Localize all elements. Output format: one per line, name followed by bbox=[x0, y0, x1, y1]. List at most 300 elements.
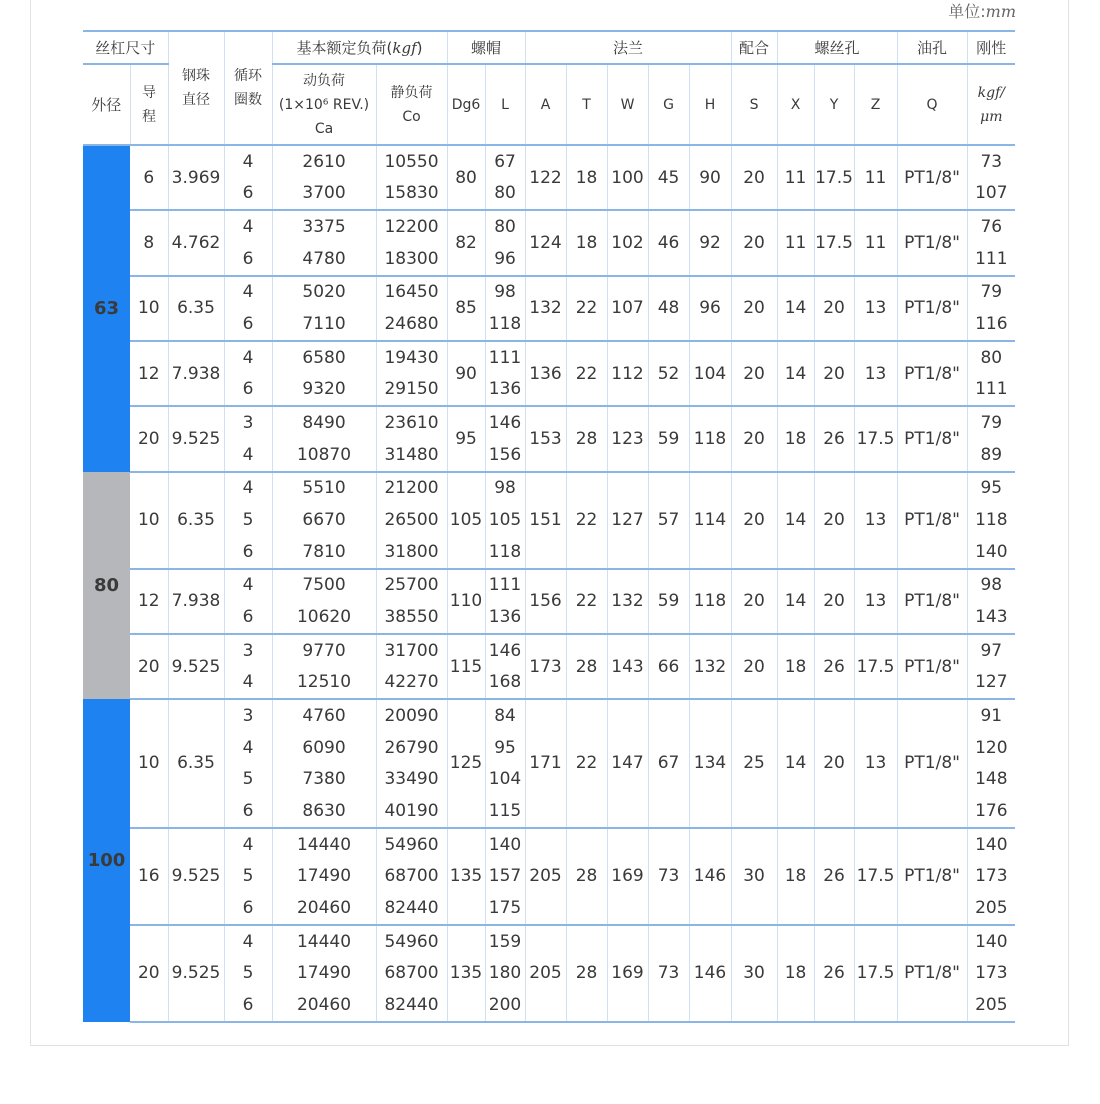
header-outer-diameter: 外径 bbox=[83, 64, 130, 145]
static-load-cell: 10550 bbox=[376, 145, 447, 178]
dynamic-load-cell: 4760 bbox=[272, 699, 376, 732]
lead-cell: 10 bbox=[130, 472, 168, 569]
nut-length-cell: 80 bbox=[485, 210, 525, 243]
y-cell: 20 bbox=[814, 276, 854, 341]
y-cell: 20 bbox=[814, 569, 854, 634]
static-load-cell: 54960 bbox=[376, 925, 447, 958]
a-cell: 156 bbox=[525, 569, 566, 634]
nut-length-cell: 180 bbox=[485, 957, 525, 989]
header-h: H bbox=[689, 64, 731, 145]
static-load-cell: 23610 bbox=[376, 406, 447, 439]
g-cell: 73 bbox=[648, 828, 689, 925]
static-load-cell: 12200 bbox=[376, 210, 447, 243]
header-rigidity-unit: kgf/ μm bbox=[967, 64, 1015, 145]
circuits-cell: 6 bbox=[224, 795, 272, 828]
a-cell: 205 bbox=[525, 828, 566, 925]
circuits-cell: 4 bbox=[224, 341, 272, 374]
table-row bbox=[83, 699, 1015, 732]
a-cell: 122 bbox=[525, 145, 566, 210]
dg6-cell: 85 bbox=[447, 276, 485, 341]
w-cell: 143 bbox=[607, 634, 648, 699]
q-cell: PT1/8" bbox=[897, 699, 967, 828]
h-cell: 90 bbox=[689, 145, 731, 210]
circuits-cell: 5 bbox=[224, 763, 272, 795]
h-cell: 118 bbox=[689, 406, 731, 471]
z-cell: 11 bbox=[854, 145, 897, 210]
h-cell: 134 bbox=[689, 699, 731, 828]
header-row-1 bbox=[83, 31, 1015, 64]
dynamic-load-cell: 9320 bbox=[272, 374, 376, 407]
g-cell: 46 bbox=[648, 210, 689, 275]
nut-length-cell: 67 bbox=[485, 145, 525, 178]
static-load-cell: 26790 bbox=[376, 732, 447, 764]
header-w: W bbox=[607, 64, 648, 145]
a-cell: 153 bbox=[525, 406, 566, 471]
lead-cell: 10 bbox=[130, 699, 168, 828]
nut-length-cell: 111 bbox=[485, 341, 525, 374]
rigidity-cell: 79 bbox=[980, 413, 1003, 434]
dg6-cell: 135 bbox=[447, 925, 485, 1022]
h-cell: 118 bbox=[689, 569, 731, 634]
static-load-cell: 54960 bbox=[376, 828, 447, 861]
circuits-cell: 4 bbox=[224, 472, 272, 505]
nut-length-cell: 200 bbox=[485, 989, 525, 1022]
static-load-cell: 18300 bbox=[376, 243, 447, 276]
nut-length-cell: 105 bbox=[485, 504, 525, 536]
dynamic-load-cell: 14440 bbox=[272, 828, 376, 861]
dg6-cell: 125 bbox=[447, 699, 485, 828]
circuits-cell: 4 bbox=[224, 145, 272, 178]
static-load-cell: 31480 bbox=[376, 439, 447, 472]
z-cell: 17.5 bbox=[854, 925, 897, 1022]
nut-length-cell: 168 bbox=[485, 667, 525, 700]
x-cell: 18 bbox=[777, 828, 814, 925]
rigidity-cell: 76 bbox=[980, 217, 1003, 238]
h-cell: 132 bbox=[689, 634, 731, 699]
dynamic-load-cell: 10620 bbox=[272, 601, 376, 634]
g-cell: 57 bbox=[648, 472, 689, 569]
circuits-cell: 4 bbox=[224, 925, 272, 958]
w-cell: 107 bbox=[607, 276, 648, 341]
circuits-cell: 3 bbox=[224, 634, 272, 667]
ball-diameter-cell: 9.525 bbox=[168, 406, 224, 471]
x-cell: 14 bbox=[777, 699, 814, 828]
g-cell: 67 bbox=[648, 699, 689, 828]
rigidity-cell: 118 bbox=[975, 510, 1008, 531]
h-cell: 104 bbox=[689, 341, 731, 406]
dynamic-load-cell: 14440 bbox=[272, 925, 376, 958]
y-cell: 26 bbox=[814, 828, 854, 925]
circuits-cell: 4 bbox=[224, 276, 272, 309]
header-ball-diameter: 钢珠 直径 bbox=[168, 31, 224, 145]
header-bolt-hole: 螺丝孔 bbox=[777, 31, 897, 64]
table-row bbox=[83, 341, 1015, 374]
y-cell: 20 bbox=[814, 341, 854, 406]
t-cell: 18 bbox=[566, 210, 607, 275]
circuits-cell: 5 bbox=[224, 957, 272, 989]
dynamic-load-cell: 10870 bbox=[272, 439, 376, 472]
g-cell: 48 bbox=[648, 276, 689, 341]
ball-diameter-cell: 6.35 bbox=[168, 276, 224, 341]
dynamic-load-cell: 3375 bbox=[272, 210, 376, 243]
header-z: Z bbox=[854, 64, 897, 145]
dg6-cell: 115 bbox=[447, 634, 485, 699]
lead-cell: 10 bbox=[130, 276, 168, 341]
g-cell: 73 bbox=[648, 925, 689, 1022]
y-cell: 20 bbox=[814, 699, 854, 828]
ball-diameter-cell: 7.938 bbox=[168, 569, 224, 634]
nut-length-cell: 98 bbox=[485, 276, 525, 309]
dynamic-load-cell: 7110 bbox=[272, 308, 376, 341]
static-load-cell: 15830 bbox=[376, 178, 447, 211]
header-screw-size: 丝杠尺寸 bbox=[83, 31, 168, 64]
w-cell: 147 bbox=[607, 699, 648, 828]
rigidity-cell: 140 bbox=[975, 931, 1008, 952]
dg6-cell: 80 bbox=[447, 145, 485, 210]
ball-diameter-cell: 3.969 bbox=[168, 145, 224, 210]
t-cell: 22 bbox=[566, 341, 607, 406]
q-cell: PT1/8" bbox=[897, 569, 967, 634]
table-row bbox=[83, 276, 1015, 309]
circuits-cell: 3 bbox=[224, 699, 272, 732]
circuits-cell: 6 bbox=[224, 601, 272, 634]
g-cell: 45 bbox=[648, 145, 689, 210]
ball-diameter-cell: 9.525 bbox=[168, 925, 224, 1022]
h-cell: 92 bbox=[689, 210, 731, 275]
rigidity-cell: 205 bbox=[967, 892, 1015, 925]
header-x: X bbox=[777, 64, 814, 145]
w-cell: 112 bbox=[607, 341, 648, 406]
q-cell: PT1/8" bbox=[897, 406, 967, 471]
ball-diameter-cell: 6.35 bbox=[168, 472, 224, 569]
g-cell: 59 bbox=[648, 569, 689, 634]
header-circuits: 循环 圈数 bbox=[224, 31, 272, 145]
rigidity-cell: 79 bbox=[980, 282, 1003, 303]
t-cell: 28 bbox=[566, 828, 607, 925]
circuits-cell: 4 bbox=[224, 439, 272, 472]
s-cell: 30 bbox=[731, 828, 777, 925]
y-cell: 20 bbox=[814, 472, 854, 569]
x-cell: 18 bbox=[777, 634, 814, 699]
dg6-cell: 95 bbox=[447, 406, 485, 471]
dynamic-load-cell: 20460 bbox=[272, 989, 376, 1022]
rigidity-cell: 148 bbox=[975, 769, 1008, 790]
rigidity-cell: 127 bbox=[967, 667, 1015, 700]
rigidity-cell: 80 bbox=[980, 347, 1003, 368]
static-load-cell: 24680 bbox=[376, 308, 447, 341]
a-cell: 171 bbox=[525, 699, 566, 828]
dynamic-load-cell: 6090 bbox=[272, 732, 376, 764]
rigidity-cell: 140 bbox=[975, 834, 1008, 855]
lead-cell: 20 bbox=[130, 925, 168, 1022]
nut-length-cell: 96 bbox=[485, 243, 525, 276]
s-cell: 20 bbox=[731, 406, 777, 471]
header-q: Q bbox=[897, 64, 967, 145]
a-cell: 173 bbox=[525, 634, 566, 699]
dynamic-load-cell: 8630 bbox=[272, 795, 376, 828]
nut-length-cell: 111 bbox=[485, 569, 525, 602]
y-cell: 26 bbox=[814, 925, 854, 1022]
rigidity-cell: 111 bbox=[967, 243, 1015, 276]
w-cell: 127 bbox=[607, 472, 648, 569]
x-cell: 14 bbox=[777, 276, 814, 341]
static-load-cell: 68700 bbox=[376, 860, 447, 892]
h-cell: 146 bbox=[689, 828, 731, 925]
rigidity-cell: 98 bbox=[980, 575, 1003, 596]
ball-diameter-cell: 7.938 bbox=[168, 341, 224, 406]
ball-diameter-cell: 4.762 bbox=[168, 210, 224, 275]
static-load-cell: 26500 bbox=[376, 504, 447, 536]
static-load-cell: 25700 bbox=[376, 569, 447, 602]
header-l: L bbox=[485, 64, 525, 145]
nut-length-cell: 95 bbox=[485, 732, 525, 764]
dynamic-load-cell: 9770 bbox=[272, 634, 376, 667]
g-cell: 59 bbox=[648, 406, 689, 471]
dg6-cell: 90 bbox=[447, 341, 485, 406]
header-t: T bbox=[566, 64, 607, 145]
s-cell: 20 bbox=[731, 145, 777, 210]
static-load-cell: 68700 bbox=[376, 957, 447, 989]
outer-diameter-cell: 80 bbox=[83, 472, 130, 700]
dynamic-load-cell: 7500 bbox=[272, 569, 376, 602]
x-cell: 18 bbox=[777, 925, 814, 1022]
dynamic-load-cell: 20460 bbox=[272, 892, 376, 925]
lead-cell: 20 bbox=[130, 406, 168, 471]
q-cell: PT1/8" bbox=[897, 925, 967, 1022]
w-cell: 102 bbox=[607, 210, 648, 275]
header-rated-load: 基本额定负荷(kgf) bbox=[272, 31, 447, 64]
circuits-cell: 3 bbox=[224, 406, 272, 439]
nut-length-cell: 136 bbox=[485, 374, 525, 407]
circuits-cell: 6 bbox=[224, 892, 272, 925]
nut-length-cell: 146 bbox=[485, 406, 525, 439]
dynamic-load-cell: 2610 bbox=[272, 145, 376, 178]
a-cell: 124 bbox=[525, 210, 566, 275]
dg6-cell: 105 bbox=[447, 472, 485, 569]
q-cell: PT1/8" bbox=[897, 828, 967, 925]
z-cell: 17.5 bbox=[854, 406, 897, 471]
circuits-cell: 5 bbox=[224, 860, 272, 892]
nut-length-cell: 136 bbox=[485, 601, 525, 634]
a-cell: 132 bbox=[525, 276, 566, 341]
table-row bbox=[83, 210, 1015, 243]
x-cell: 11 bbox=[777, 210, 814, 275]
unit-note bbox=[948, 0, 1016, 26]
y-cell: 17.5 bbox=[814, 210, 854, 275]
header-fit: 配合 bbox=[731, 31, 777, 64]
table-row bbox=[83, 569, 1015, 602]
rigidity-cell: 111 bbox=[967, 374, 1015, 407]
s-cell: 20 bbox=[731, 341, 777, 406]
y-cell: 26 bbox=[814, 634, 854, 699]
static-load-cell: 19430 bbox=[376, 341, 447, 374]
dynamic-load-cell: 17490 bbox=[272, 860, 376, 892]
q-cell: PT1/8" bbox=[897, 276, 967, 341]
rigidity-cell: 89 bbox=[967, 439, 1015, 472]
w-cell: 169 bbox=[607, 828, 648, 925]
z-cell: 17.5 bbox=[854, 828, 897, 925]
static-load-cell: 42270 bbox=[376, 667, 447, 700]
table-row bbox=[83, 634, 1015, 667]
dg6-cell: 82 bbox=[447, 210, 485, 275]
static-load-cell: 16450 bbox=[376, 276, 447, 309]
h-cell: 114 bbox=[689, 472, 731, 569]
dynamic-load-cell: 7810 bbox=[272, 536, 376, 569]
s-cell: 20 bbox=[731, 276, 777, 341]
outer-diameter-cell: 63 bbox=[83, 145, 130, 472]
x-cell: 14 bbox=[777, 569, 814, 634]
q-cell: PT1/8" bbox=[897, 634, 967, 699]
x-cell: 18 bbox=[777, 406, 814, 471]
rigidity-cell: 116 bbox=[967, 308, 1015, 341]
circuits-cell: 4 bbox=[224, 732, 272, 764]
x-cell: 14 bbox=[777, 341, 814, 406]
circuits-cell: 4 bbox=[224, 828, 272, 861]
static-load-cell: 20090 bbox=[376, 699, 447, 732]
s-cell: 20 bbox=[731, 210, 777, 275]
nut-length-cell: 175 bbox=[485, 892, 525, 925]
nut-length-cell: 115 bbox=[485, 795, 525, 828]
header-lead: 导 程 bbox=[130, 64, 168, 145]
rigidity-cell: 73 bbox=[980, 151, 1003, 172]
nut-length-cell: 159 bbox=[485, 925, 525, 958]
t-cell: 22 bbox=[566, 569, 607, 634]
rigidity-cell: 140 bbox=[967, 536, 1015, 569]
lead-cell: 12 bbox=[130, 569, 168, 634]
rigidity-cell: 176 bbox=[967, 795, 1015, 828]
static-load-cell: 82440 bbox=[376, 892, 447, 925]
g-cell: 52 bbox=[648, 341, 689, 406]
rigidity-cell: 97 bbox=[980, 640, 1003, 661]
unit-label: 单位: bbox=[948, 2, 986, 21]
dg6-cell: 110 bbox=[447, 569, 485, 634]
header-dynamic-load: 动负荷 (1×10⁶ REV.) Ca bbox=[272, 64, 376, 145]
rigidity-cell: 173 bbox=[975, 866, 1008, 887]
y-cell: 26 bbox=[814, 406, 854, 471]
lead-cell: 6 bbox=[130, 145, 168, 210]
circuits-cell: 6 bbox=[224, 178, 272, 211]
w-cell: 100 bbox=[607, 145, 648, 210]
table-row bbox=[83, 145, 1015, 178]
circuits-cell: 4 bbox=[224, 210, 272, 243]
z-cell: 13 bbox=[854, 341, 897, 406]
ball-diameter-cell: 9.525 bbox=[168, 828, 224, 925]
circuits-cell: 6 bbox=[224, 536, 272, 569]
table-row bbox=[83, 925, 1015, 958]
nut-length-cell: 156 bbox=[485, 439, 525, 472]
q-cell: PT1/8" bbox=[897, 145, 967, 210]
header-y: Y bbox=[814, 64, 854, 145]
q-cell: PT1/8" bbox=[897, 341, 967, 406]
circuits-cell: 6 bbox=[224, 989, 272, 1022]
z-cell: 13 bbox=[854, 569, 897, 634]
ball-diameter-cell: 9.525 bbox=[168, 634, 224, 699]
t-cell: 28 bbox=[566, 634, 607, 699]
s-cell: 30 bbox=[731, 925, 777, 1022]
header-oil-hole: 油孔 bbox=[897, 31, 967, 64]
t-cell: 28 bbox=[566, 406, 607, 471]
circuits-cell: 4 bbox=[224, 569, 272, 602]
table-row bbox=[83, 406, 1015, 439]
a-cell: 151 bbox=[525, 472, 566, 569]
q-cell: PT1/8" bbox=[897, 210, 967, 275]
s-cell: 20 bbox=[731, 634, 777, 699]
z-cell: 13 bbox=[854, 699, 897, 828]
z-cell: 17.5 bbox=[854, 634, 897, 699]
t-cell: 28 bbox=[566, 925, 607, 1022]
lead-cell: 8 bbox=[130, 210, 168, 275]
t-cell: 22 bbox=[566, 472, 607, 569]
circuits-cell: 4 bbox=[224, 667, 272, 700]
nut-length-cell: 98 bbox=[485, 472, 525, 505]
s-cell: 25 bbox=[731, 699, 777, 828]
rigidity-cell: 95 bbox=[980, 478, 1003, 499]
z-cell: 13 bbox=[854, 276, 897, 341]
dynamic-load-cell: 17490 bbox=[272, 957, 376, 989]
t-cell: 18 bbox=[566, 145, 607, 210]
w-cell: 123 bbox=[607, 406, 648, 471]
unit-value: mm bbox=[985, 2, 1016, 21]
header-s: S bbox=[731, 64, 777, 145]
lead-cell: 12 bbox=[130, 341, 168, 406]
t-cell: 22 bbox=[566, 699, 607, 828]
header-flange: 法兰 bbox=[525, 31, 731, 64]
lead-cell: 16 bbox=[130, 828, 168, 925]
dynamic-load-cell: 5510 bbox=[272, 472, 376, 505]
dynamic-load-cell: 8490 bbox=[272, 406, 376, 439]
ball-diameter-cell: 6.35 bbox=[168, 699, 224, 828]
a-cell: 205 bbox=[525, 925, 566, 1022]
static-load-cell: 29150 bbox=[376, 374, 447, 407]
rigidity-cell: 107 bbox=[967, 178, 1015, 211]
nut-length-cell: 140 bbox=[485, 828, 525, 861]
outer-diameter-cell: 100 bbox=[83, 699, 130, 1022]
dynamic-load-cell: 5020 bbox=[272, 276, 376, 309]
dg6-cell: 135 bbox=[447, 828, 485, 925]
static-load-cell: 31700 bbox=[376, 634, 447, 667]
rigidity-cell: 205 bbox=[967, 989, 1015, 1022]
circuits-cell: 6 bbox=[224, 308, 272, 341]
circuits-cell: 6 bbox=[224, 374, 272, 407]
dynamic-load-cell: 7380 bbox=[272, 763, 376, 795]
static-load-cell: 40190 bbox=[376, 795, 447, 828]
g-cell: 66 bbox=[648, 634, 689, 699]
static-load-cell: 33490 bbox=[376, 763, 447, 795]
header-a: A bbox=[525, 64, 566, 145]
nut-length-cell: 157 bbox=[485, 860, 525, 892]
header-nut: 螺帽 bbox=[447, 31, 525, 64]
x-cell: 14 bbox=[777, 472, 814, 569]
q-cell: PT1/8" bbox=[897, 472, 967, 569]
dynamic-load-cell: 6580 bbox=[272, 341, 376, 374]
rigidity-cell: 120 bbox=[975, 737, 1008, 758]
header-rigidity: 刚性 bbox=[967, 31, 1015, 64]
w-cell: 132 bbox=[607, 569, 648, 634]
dynamic-load-cell: 4780 bbox=[272, 243, 376, 276]
header-dg6: Dg6 bbox=[447, 64, 485, 145]
header-static-load: 静负荷 Co bbox=[376, 64, 447, 145]
static-load-cell: 31800 bbox=[376, 536, 447, 569]
table-row bbox=[83, 828, 1015, 861]
z-cell: 11 bbox=[854, 210, 897, 275]
ball-screw-spec-table bbox=[83, 30, 1015, 1023]
circuits-cell: 5 bbox=[224, 504, 272, 536]
nut-length-cell: 104 bbox=[485, 763, 525, 795]
s-cell: 20 bbox=[731, 569, 777, 634]
spec-table-body bbox=[83, 145, 1015, 1022]
rigidity-cell: 91 bbox=[980, 705, 1003, 726]
a-cell: 136 bbox=[525, 341, 566, 406]
